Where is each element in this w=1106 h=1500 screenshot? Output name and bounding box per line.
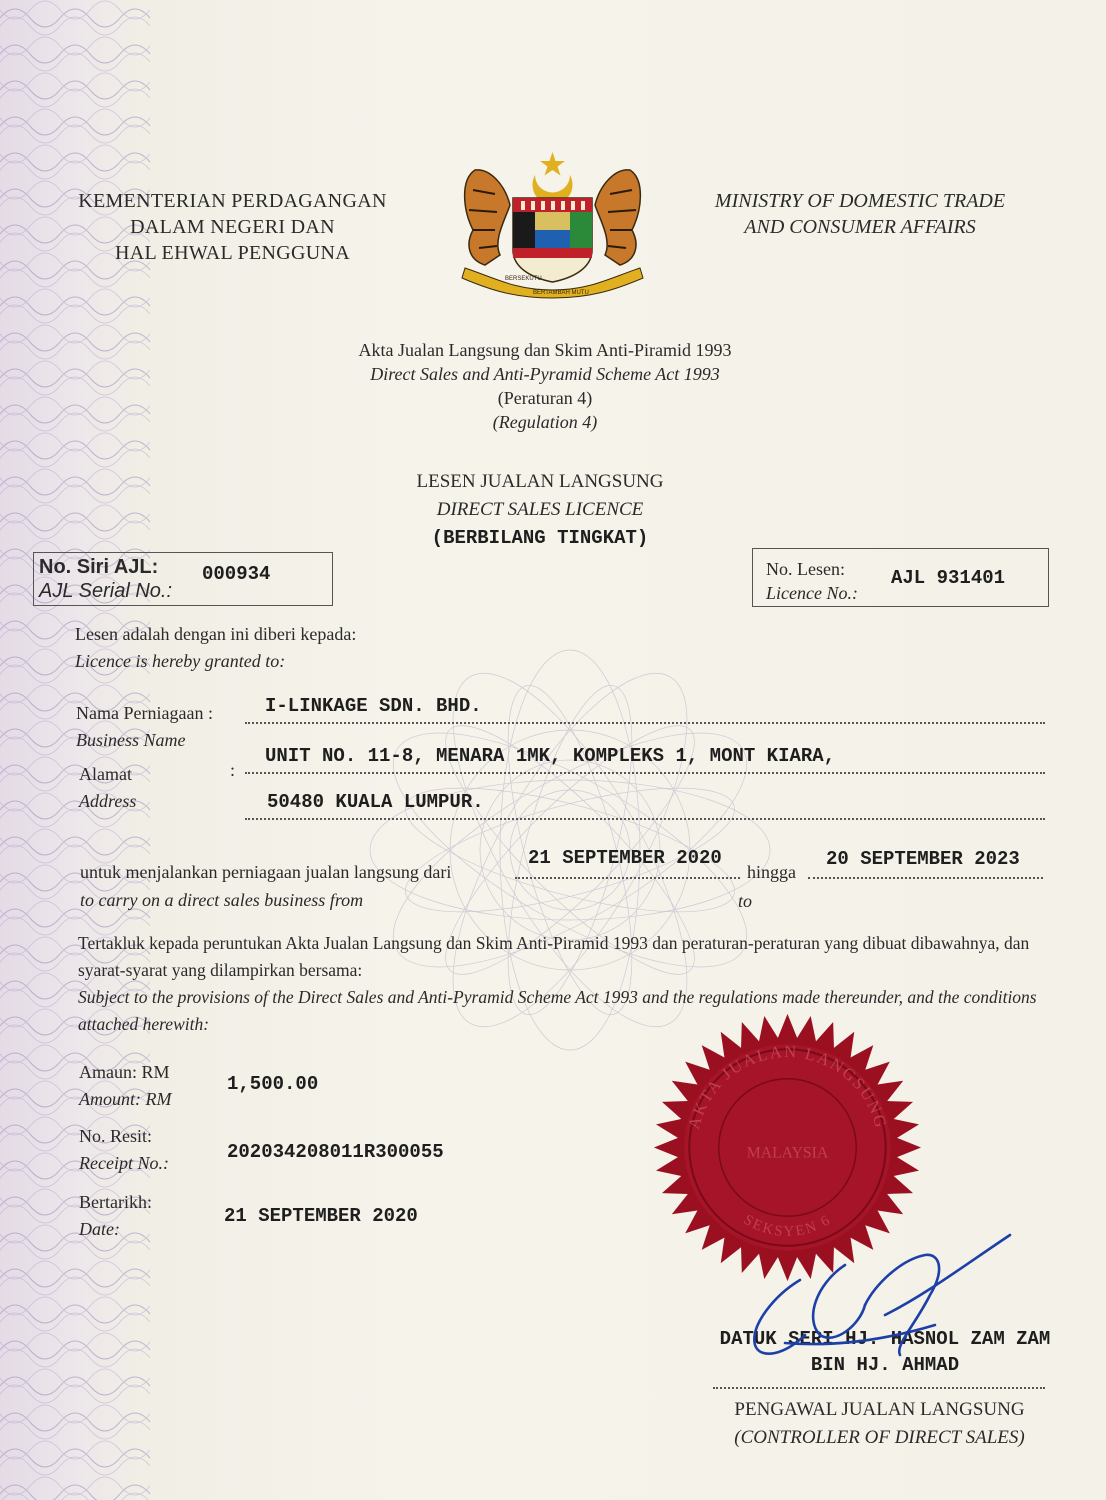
address-label-english: Address (79, 791, 137, 811)
crest-scroll-bottom: BERTAMBAH MUTU (533, 290, 589, 296)
controller-title-malay: PENGAWAL JUALAN LANGSUNG (734, 1399, 1025, 1420)
subject-malay: Tertakluk kepada peruntukan Akta Jualan Langsung dan Skim Anti-Piramid 1993 dan peraturan-peraturan yang dibuat dibawahnya, dan syarat-syarat yang dilampirkan bersama: (78, 933, 1030, 980)
seal-center-text: MALAYSIA (746, 1144, 829, 1162)
period-malay-mid: hingga (747, 862, 796, 882)
receipt-label-english: Receipt No.: (79, 1153, 169, 1173)
licence-number-value: AJL 931401 (891, 567, 1006, 589)
licence-label (766, 557, 858, 605)
address-dotted-line-1 (245, 772, 1045, 774)
serial-label-english: AJL Serial No.: (39, 580, 173, 602)
ministry-malay-line: HAL EHWAL PENGGUNA (115, 242, 350, 264)
ministry-name-malay (60, 188, 405, 266)
tiger-right-icon (595, 170, 640, 265)
serial-number-value: 000934 (202, 563, 271, 585)
ministry-malay-line: DALAM NEGERI DAN (130, 216, 335, 238)
address-line-2: 50480 KUALA LUMPUR. (267, 791, 484, 813)
licence-label-english: Licence No.: (766, 583, 858, 603)
tiger-left-icon (465, 170, 510, 265)
ministry-english-line: AND CONSUMER AFFAIRS (744, 216, 976, 238)
ministry-name-english (690, 188, 1030, 240)
signature-dotted-line (713, 1387, 1045, 1389)
amount-label-english: Amount: RM (79, 1089, 172, 1109)
serial-label-malay: No. Siri AJL: (39, 556, 159, 578)
malaysia-coat-of-arms (455, 150, 650, 300)
period-english-prefix: to carry on a direct sales business from (80, 890, 364, 910)
business-name-label (76, 700, 213, 754)
controller-title (712, 1396, 1047, 1452)
date-label (79, 1189, 152, 1243)
amount-label-malay: Amaun: RM (79, 1062, 170, 1082)
serial-label (39, 555, 172, 603)
address-colon: : (230, 760, 236, 780)
granted-to (75, 621, 356, 675)
regulation-malay: (Peraturan 4) (497, 388, 593, 408)
receipt-label (79, 1123, 169, 1177)
address-line-1: UNIT NO. 11-8, MENARA 1MK, KOMPLEKS 1, MONT KIARA, (265, 745, 836, 767)
ministry-malay-line: KEMENTERIAN PERDAGANGAN (78, 190, 387, 212)
address-dotted-line-2 (245, 818, 1045, 820)
seal-bottom-text: SEKSYEN 6 (740, 1211, 835, 1241)
amount-value: 1,500.00 (227, 1073, 319, 1095)
period-from-date: 21 SEPTEMBER 2020 (528, 847, 722, 869)
granted-to-malay: Lesen adalah dengan ini diberi kepada: (75, 624, 357, 644)
licence-number-box (752, 548, 1049, 607)
act-name-english: Direct Sales and Anti-Pyramid Scheme Act 1993 (370, 364, 720, 384)
signatory-name-line-2: BIN HJ. AHMAD (810, 1354, 960, 1376)
licence-label-malay: No. Lesen: (766, 559, 845, 579)
controller-title-english: (CONTROLLER OF DIRECT SALES) (734, 1427, 1025, 1448)
licence-title-english: DIRECT SALES LICENCE (436, 499, 644, 520)
act-name-malay: Akta Jualan Langsung dan Skim Anti-Piramid 1993 (358, 340, 732, 360)
subject-english: Subject to the provisions of the Direct Sales and Anti-Pyramid Scheme Act 1993 and the regulations made thereunder, and the conditions attached herewith: (78, 987, 1037, 1034)
granted-to-english: Licence is hereby granted to: (75, 651, 286, 671)
ministry-english-line: MINISTRY OF DOMESTIC TRADE (714, 190, 1006, 212)
receipt-label-malay: No. Resit: (79, 1126, 153, 1146)
address-label-malay: Alamat (79, 764, 132, 784)
business-label-english: Business Name (76, 730, 186, 750)
amount-label (79, 1059, 171, 1113)
date-label-malay: Bertarikh: (79, 1192, 152, 1212)
star-icon (540, 152, 565, 176)
period-english-mid: to (738, 891, 753, 911)
crest-scroll-left: BERSEKUTU (505, 276, 542, 282)
business-label-malay: Nama Perniagaan : (76, 703, 213, 723)
business-name-value: I-LINKAGE SDN. BHD. (265, 695, 482, 717)
licence-type: (BERBILANG TINGKAT) (431, 527, 649, 549)
period-to-dotted-line (808, 877, 1043, 879)
receipt-number-value: 202034208011R300055 (227, 1141, 444, 1163)
signatory-name-line-1: DATUK SERI HJ. HASNOL ZAM ZAM (719, 1328, 1051, 1350)
act-heading (300, 338, 790, 434)
handwritten-signature (725, 1225, 1025, 1365)
date-label-english: Date: (79, 1219, 120, 1239)
period-malay-prefix: untuk menjalankan perniagaan jualan langsung dari (80, 862, 452, 882)
seal-top-text: AKTA JUALAN LANGSUNG (684, 1041, 891, 1132)
address-label (79, 761, 136, 815)
period-to-date: 20 SEPTEMBER 2023 (826, 848, 1020, 870)
serial-number-box (33, 552, 333, 606)
business-name-dotted-line (245, 722, 1045, 724)
date-value: 21 SEPTEMBER 2020 (224, 1205, 418, 1227)
licence-title-malay: LESEN JUALAN LANGSUNG (416, 471, 664, 492)
licence-title (330, 468, 750, 552)
regulation-english: (Regulation 4) (492, 412, 598, 432)
period-from-dotted-line (515, 877, 740, 879)
